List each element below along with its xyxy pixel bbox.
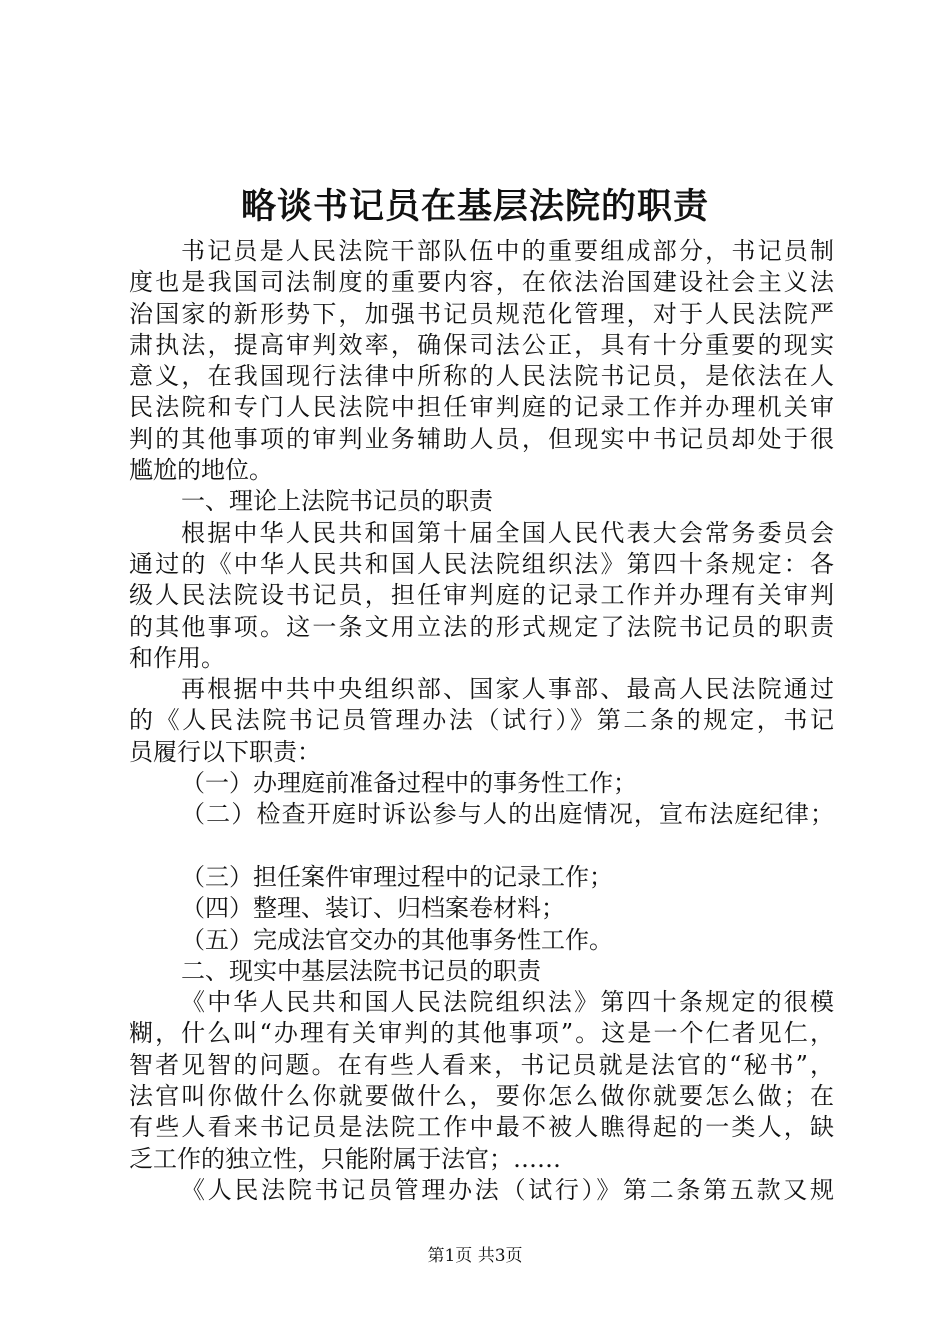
text-line: 的其他事项。这一条文用立法的形式规定了法院书记员的职责 [129,612,834,641]
text-line: 的《人民法院书记员管理办法（试行）》第二条的规定，书记 [129,706,834,735]
text-line: 通过的《中华人民共和国人民法院组织法》第四十条规定：各 [129,549,834,578]
text-line: 法官叫你做什么你就要做什么，要你怎么做你就要怎么做；在 [129,1082,834,1111]
blank-line [129,831,834,862]
page-indicator: 第1页 共3页 [427,1246,523,1266]
section-heading: 一、理论上法院书记员的职责 [181,487,493,516]
text-line: 再根据中共中央组织部、国家人事部、最高人民法院通过 [181,675,834,704]
text-line: 员履行以下职责： [129,737,321,766]
text-line: 书记员是人民法院干部队伍中的重要组成部分，书记员制 [181,237,834,265]
text-line: 民法院和专门人民法院中担任审判庭的记录工作并办理机关审 [129,393,834,422]
text-line: 糊，什么叫“办理有关审判的其他事项”。这是一个仁者见仁， [129,1019,834,1048]
text-line: 智者见智的问题。在有些人看来，书记员就是法官的“秘书”， [129,1050,834,1079]
text-line: 度也是我国司法制度的重要内容，在依法治国建设社会主义法 [129,268,834,297]
list-item: （五）完成法官交办的其他事务性工作。 [181,925,613,954]
list-item: （四）整理、装订、归档案卷材料； [181,894,565,923]
document-body [129,236,834,1206]
list-item: （二）检查开庭时诉讼参与人的出庭情况，宣布法庭纪律； [181,800,834,829]
text-line: 和作用。 [129,643,225,672]
document-title: 略谈书记员在基层法院的职责 [240,186,709,227]
text-line: 《中华人民共和国人民法院组织法》第四十条规定的很模 [181,988,834,1017]
text-line: 肃执法，提高审判效率，确保司法公正，具有十分重要的现实 [129,330,834,359]
text-line: 尴尬的地位。 [129,456,273,485]
list-item: （一）办理庭前准备过程中的事务性工作； [181,769,637,798]
text-line: 判的其他事项的审判业务辅助人员，但现实中书记员却处于很 [129,424,834,453]
text-line: 意义，在我国现行法律中所称的人民法院书记员，是依法在人 [129,362,834,391]
text-line: 根据中华人民共和国第十届全国人民代表大会常务委员会 [181,518,834,547]
text-line: 《人民法院书记员管理办法（试行）》第二条第五款又规 [181,1175,834,1204]
text-line: 乏工作的独立性，只能附属于法官；…… [129,1144,561,1173]
text-line: 治国家的新形势下，加强书记员规范化管理，对于人民法院严 [129,299,834,328]
list-item: （三）担任案件审理过程中的记录工作； [181,862,613,891]
section-heading: 二、现实中基层法院书记员的职责 [181,956,541,985]
text-line: 有些人看来书记员是法院工作中最不被人瞧得起的一类人，缺 [129,1113,834,1142]
text-line: 级人民法院设书记员，担任审判庭的记录工作并办理有关审判 [129,581,834,610]
